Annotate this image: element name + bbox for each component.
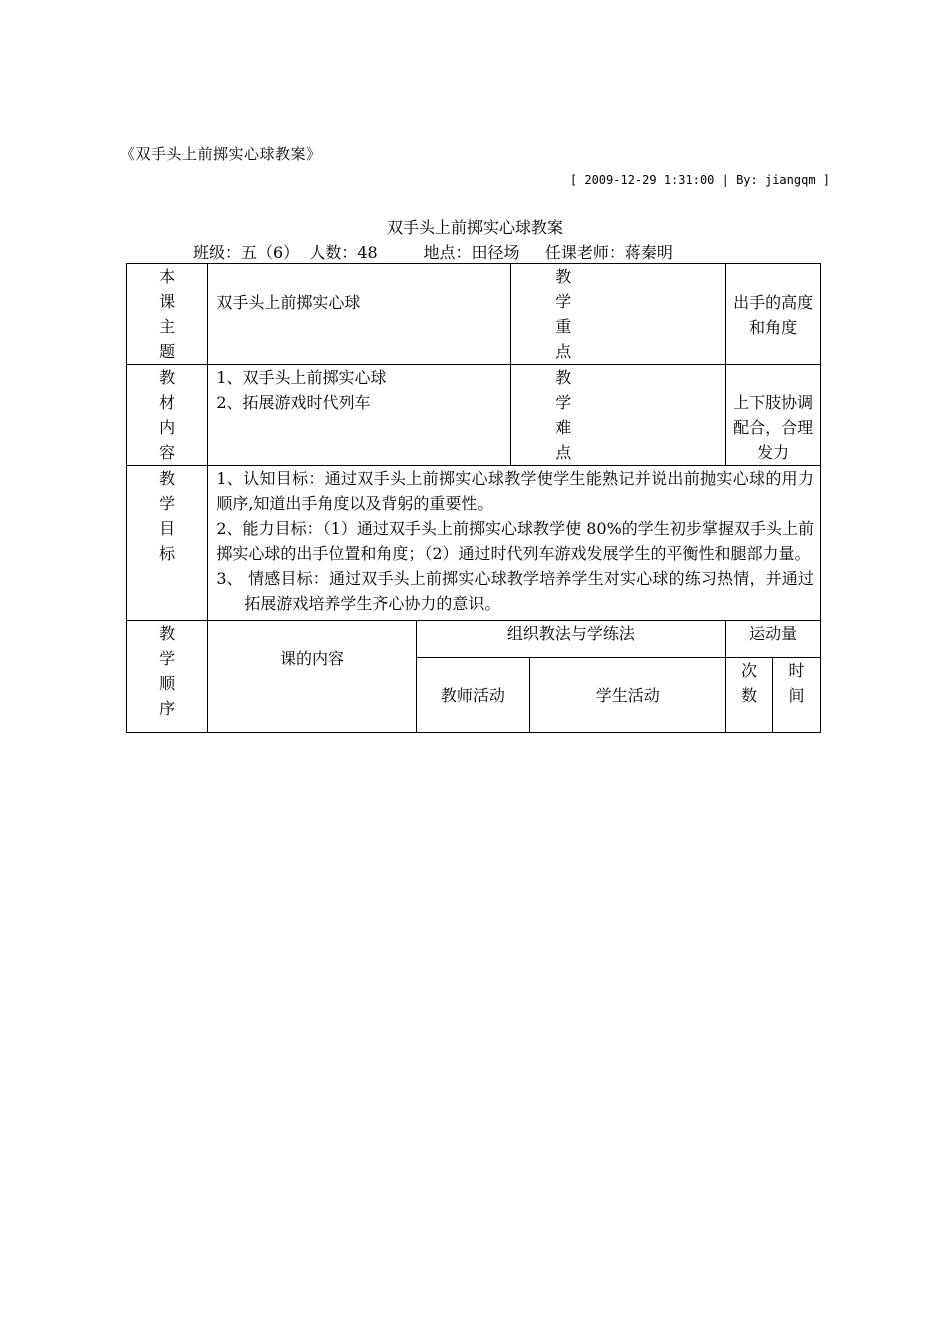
material-row — [127, 365, 821, 466]
material-item: 2、拓展游戏时代列车 — [216, 393, 371, 412]
goals-content — [208, 466, 821, 621]
difficulty-value: 上下肢协调配合，合理发力 — [726, 365, 821, 466]
key-point-label: 教 学 重 点 — [511, 264, 726, 365]
material-item: 1、双手头上前掷实心球 — [216, 368, 387, 387]
post-meta: [ 2009-12-29 1:31:00 | By: jiangqm ] — [569, 173, 830, 187]
student-activity-header: 学生活动 — [530, 658, 726, 733]
content-header: 课的内容 — [208, 621, 416, 733]
key-point-value: 出手的高度和角度 — [726, 264, 821, 365]
lesson-plan-table — [126, 263, 821, 733]
material-label: 教 材 内 容 — [127, 365, 208, 466]
class-info-line: 班级：五（6） 人数：48 地点：田径场 任课老师：蒋秦明 — [193, 243, 673, 262]
goal-ability: 2、能力目标：（1）通过双手头上前掷实心球教学使 80%的学生初步掌握双手头上前掷实心球的出手位置和角度；（2）通过时代列车游戏发展学生的平衡性和腿部力量。 — [216, 519, 814, 563]
material-list — [208, 365, 511, 466]
topic-label: 本 课 主 题 — [127, 264, 208, 365]
document-title: 《双手头上前掷实心球教案》 — [120, 145, 322, 163]
goals-row — [127, 466, 821, 621]
goals-label: 教 学 目 标 — [127, 466, 208, 621]
lesson-plan-title: 双手头上前掷实心球教案 — [386, 218, 563, 237]
teacher-activity-header: 教师活动 — [416, 658, 530, 733]
time-header: 时 间 — [773, 658, 821, 733]
goal-cognitive: 1、认知目标：通过双手头上前掷实心球教学使学生能熟记并说出前抛实心球的用力顺序,知道出手角度以及背躬的重要性。 — [216, 469, 814, 513]
order-label: 教 学 顺 序 — [127, 621, 208, 733]
method-header: 组织教法与学练法 — [416, 621, 726, 658]
goal-affective: 3、 情感目标：通过双手头上前掷实心球教学培养学生对实心球的练习热情，并通过拓展游戏培养学生齐心协力的意识。 — [216, 569, 814, 613]
order-header-row — [127, 621, 821, 658]
difficulty-label: 教 学 难 点 — [511, 365, 726, 466]
count-header: 次 数 — [726, 658, 773, 733]
topic-row — [127, 264, 821, 365]
load-header: 运动量 — [726, 621, 821, 658]
topic-value: 双手头上前掷实心球 — [208, 264, 511, 365]
